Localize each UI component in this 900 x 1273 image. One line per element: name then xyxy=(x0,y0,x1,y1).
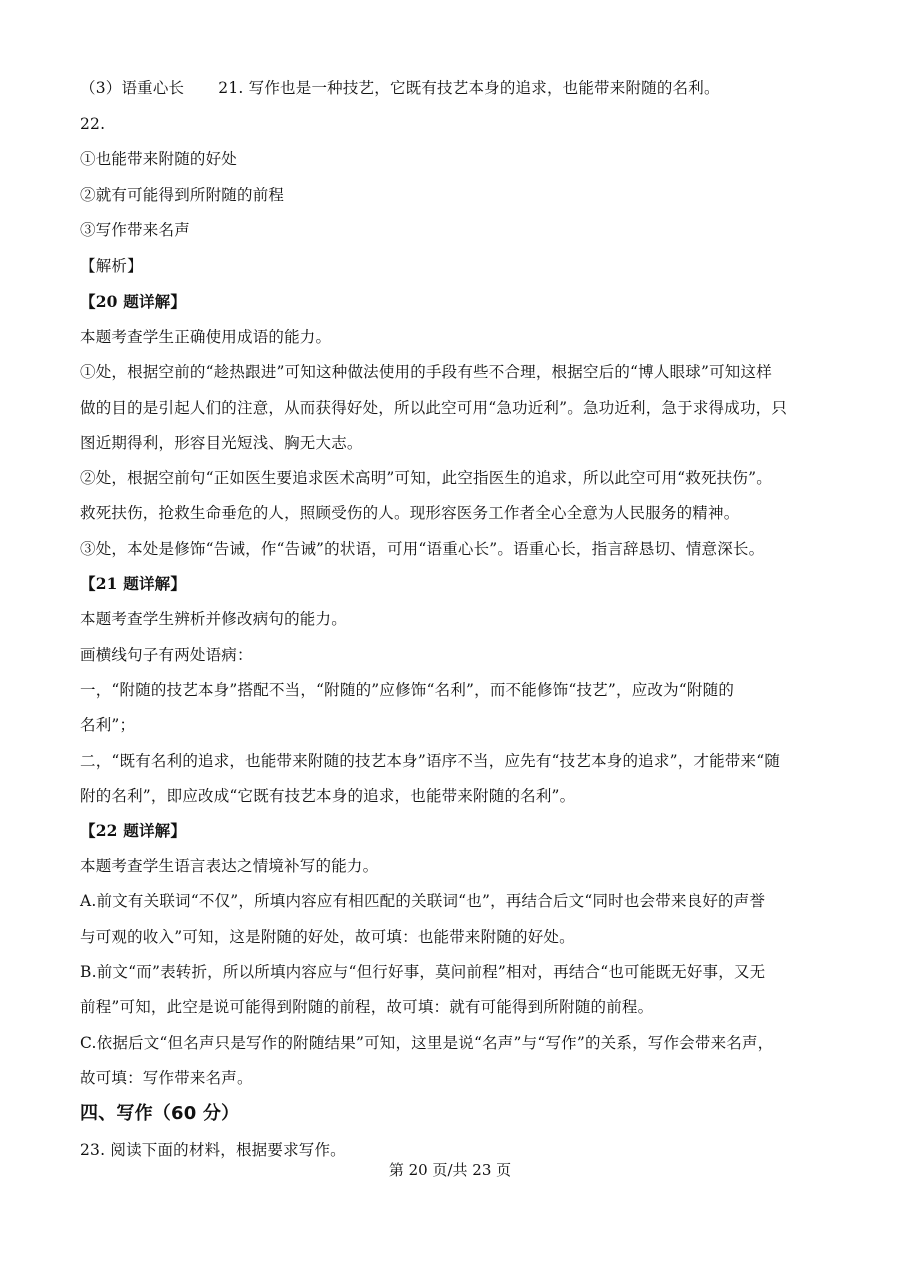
q20-line: 本题考查学生正确使用成语的能力。 xyxy=(80,328,332,346)
q22-line: C.依据后文“但名声只是写作的附随结果”可知，这里是说“名声”与“写作”的关系，写作会带来名声， xyxy=(80,1034,774,1052)
answer-21: 21. 写作也是一种技艺，它既有技艺本身的追求，也能带来附随的名利。 xyxy=(218,79,720,97)
answer-22-1: ①也能带来附随的好处 xyxy=(80,150,238,168)
answer-20-3: （3）语重心长 xyxy=(80,79,185,97)
q20-line: ②处，根据空前句“正如医生要追求医术高明”可知，此空指医生的追求，所以此空可用“救死扶伤”。 xyxy=(80,469,772,487)
q22-heading: 【22 题详解】 xyxy=(80,821,187,840)
q20-line: 图近期得利，形容目光短浅、胸无大志。 xyxy=(80,434,363,452)
q21-line: 本题考查学生辨析并修改病句的能力。 xyxy=(80,610,347,628)
q22-line: 故可填：写作带来名声。 xyxy=(80,1069,253,1087)
q22-line: 本题考查学生语言表达之情境补写的能力。 xyxy=(80,857,379,875)
analysis-label: 【解析】 xyxy=(80,257,143,275)
page-footer: 第 20 页/共 23 页 xyxy=(388,1161,512,1179)
section-4-heading: 四、写作（60 分） xyxy=(80,1103,240,1124)
answer-22-3: ③写作带来名声 xyxy=(80,221,190,239)
question-22-label: 22. xyxy=(80,115,106,133)
answer-22-2: ②就有可能得到所附随的前程 xyxy=(80,186,285,204)
question-23-prompt: 23. 阅读下面的材料，根据要求写作。 xyxy=(80,1141,346,1159)
q22-line: 与可观的收入”可知，这是附随的好处，故可填：也能带来附随的好处。 xyxy=(80,928,575,946)
q21-line: 附的名利”，即应改成“它既有技艺本身的追求，也能带来附随的名利”。 xyxy=(80,787,576,805)
q21-heading: 【21 题详解】 xyxy=(80,574,187,593)
q20-line: 救死扶伤，抢救生命垂危的人，照顾受伤的人。现形容医务工作者全心全意为人民服务的精神。 xyxy=(80,504,740,522)
q20-line: ③处，本处是修饰“告诫，作“告诫”的状语，可用“语重心长”。语重心长，指言辞恳切、情意深长。 xyxy=(80,540,765,558)
q20-line: ①处，根据空前的“趁热跟进”可知这种做法使用的手段有些不合理，根据空后的“博人眼球”可知这样 xyxy=(80,363,772,381)
q22-line: 前程”可知，此空是说可能得到附随的前程，故可填：就有可能得到所附随的前程。 xyxy=(80,998,654,1016)
q20-line: 做的目的是引起人们的注意，从而获得好处，所以此空可用“急功近利”。急功近利，急于求得成功，只 xyxy=(80,399,788,417)
q21-line: 名利”； xyxy=(80,716,136,734)
q21-line: 画横线句子有两处语病： xyxy=(80,646,253,664)
q21-line: 二，“既有名利的追求，也能带来附随的技艺本身”语序不当，应先有“技艺本身的追求”，才能带来“随 xyxy=(80,752,781,770)
q22-line: A.前文有关联词“不仅”，所填内容应有相匹配的关联词“也”，再结合后文“同时也会带来良好的声誉 xyxy=(80,892,766,910)
q22-line: B.前文“而”表转折，所以所填内容应与“但行好事，莫问前程”相对，再结合“也可能既无好事，又无 xyxy=(80,963,766,981)
q21-line: 一，“附随的技艺本身”搭配不当，“附随的”应修饰“名利”，而不能修饰“技艺”，应改为“附随的 xyxy=(80,681,735,699)
q20-heading: 【20 题详解】 xyxy=(80,292,187,311)
answer-line-20-21 xyxy=(80,78,825,98)
